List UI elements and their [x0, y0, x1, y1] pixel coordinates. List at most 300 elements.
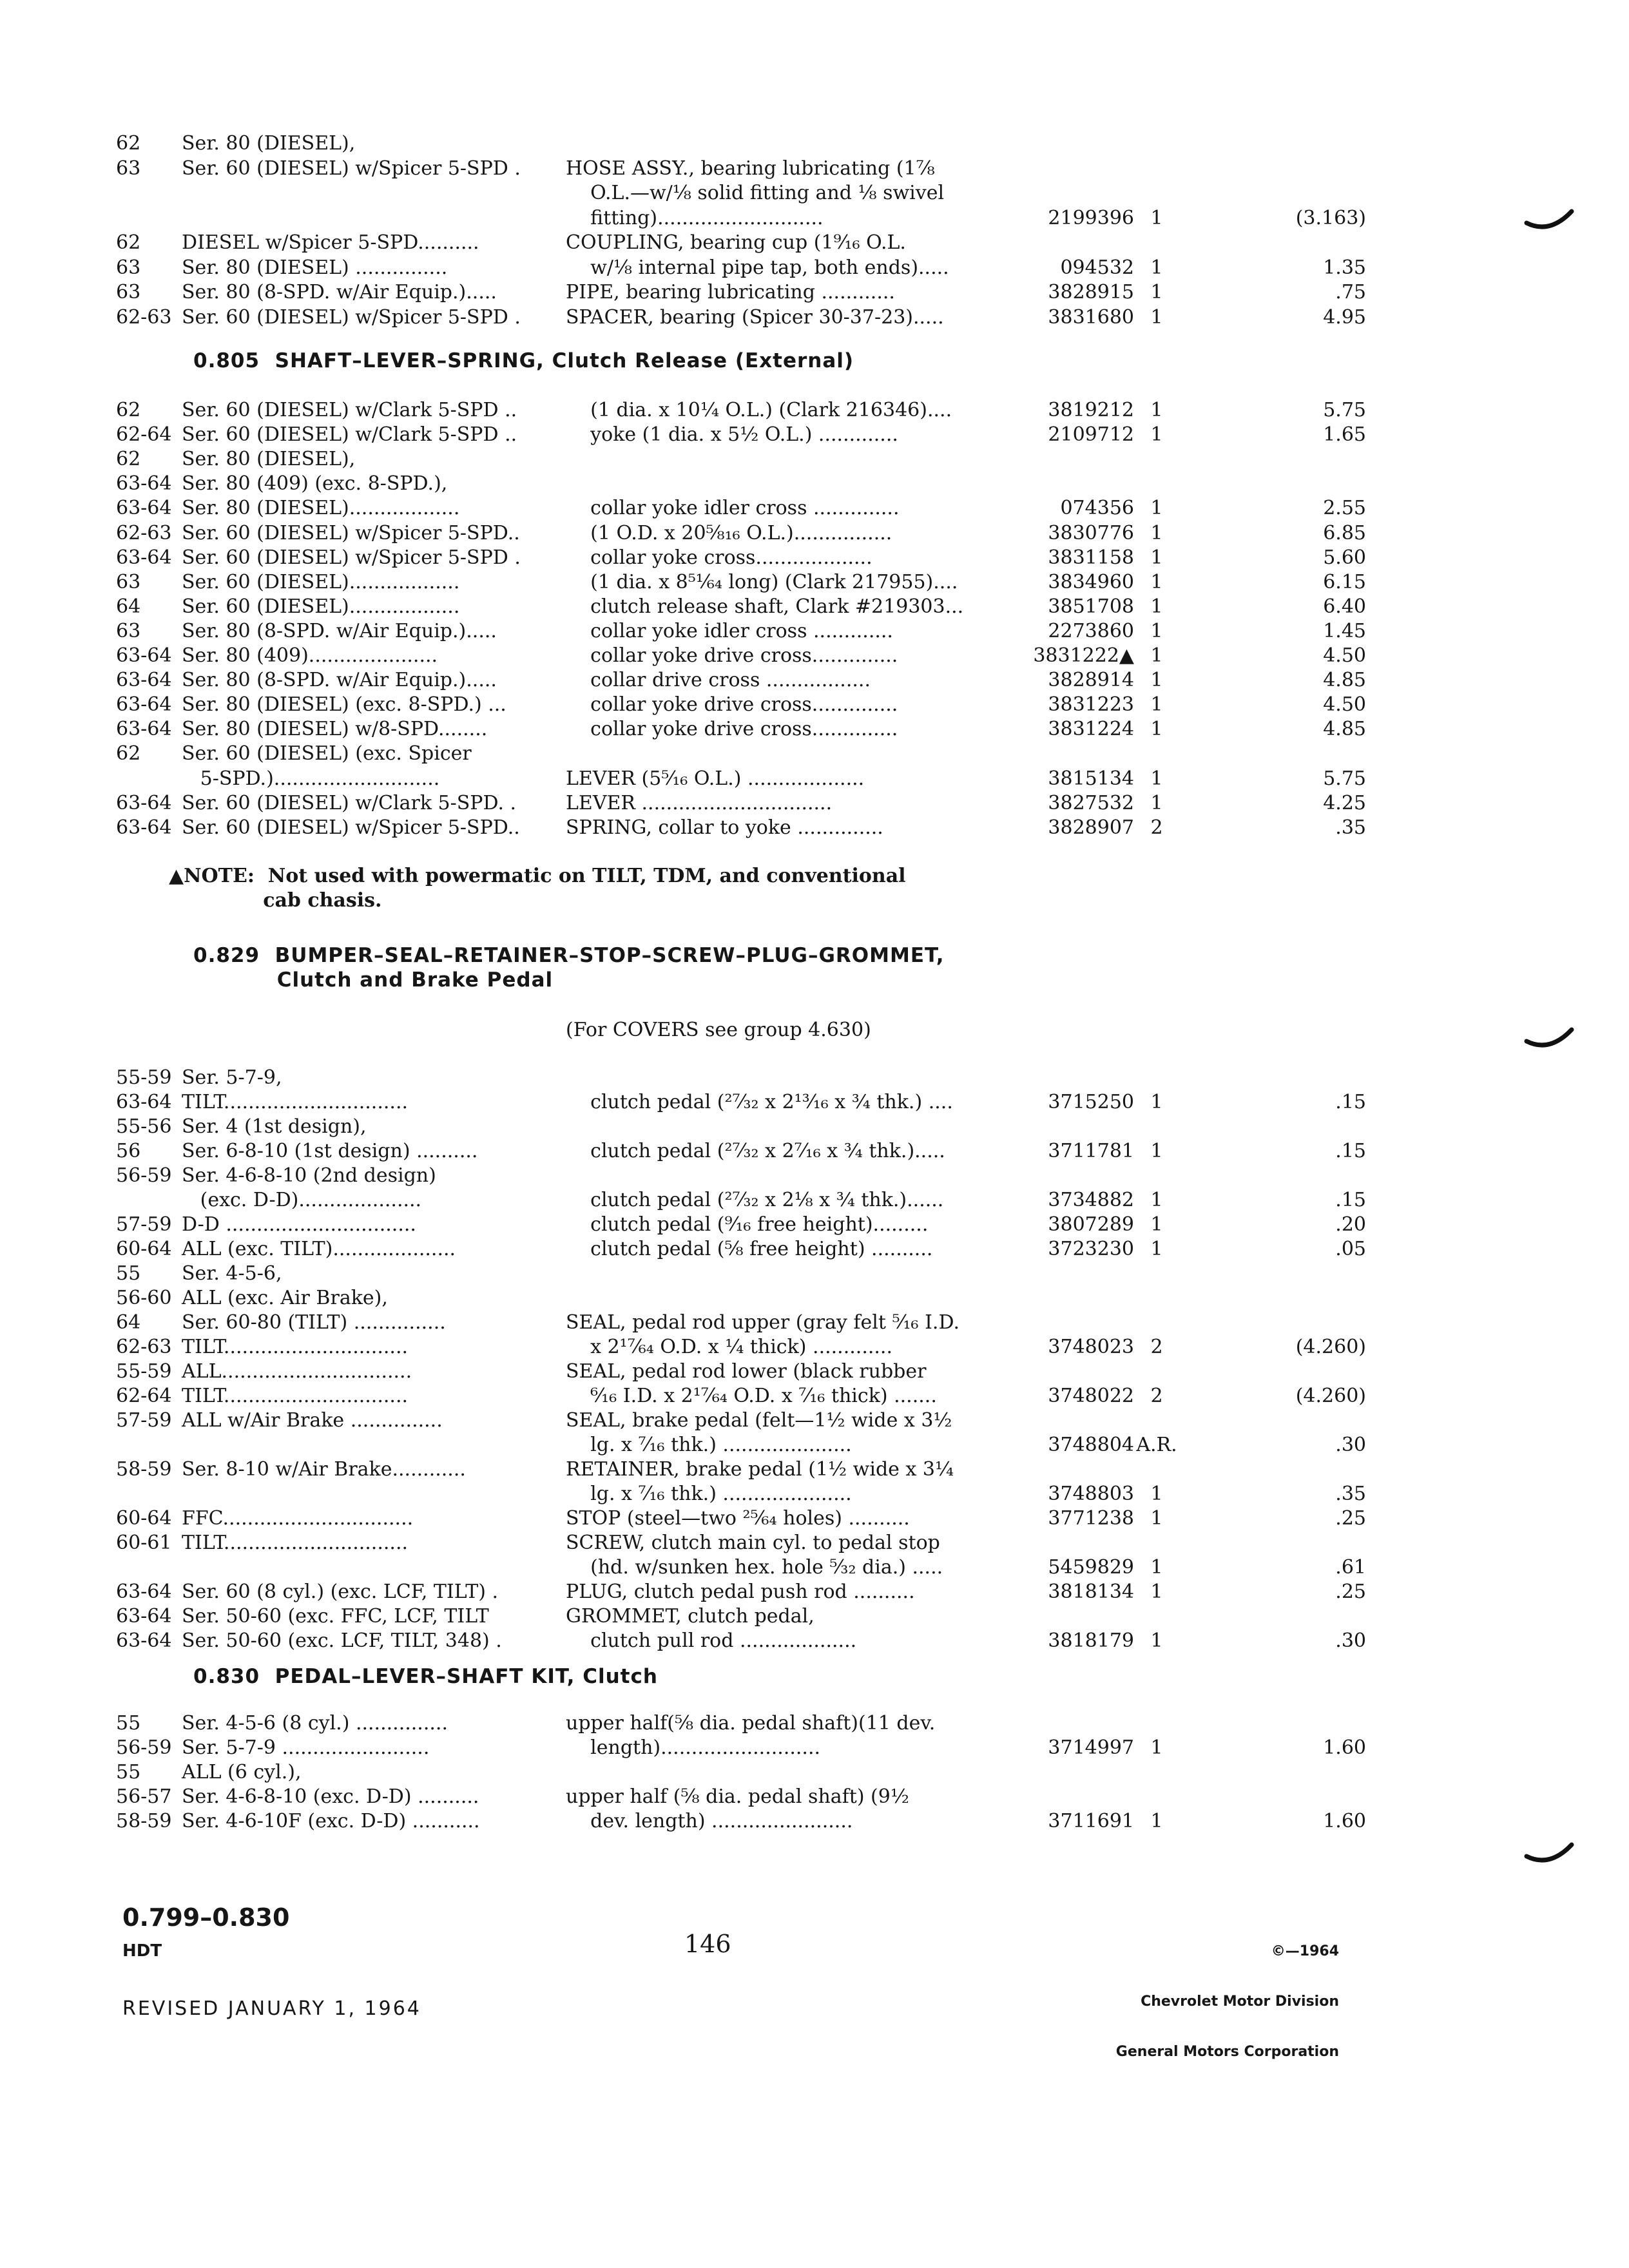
row-description: PIPE, bearing lubricating ............: [566, 281, 895, 303]
row-part-number: 3748023: [1048, 1336, 1134, 1358]
row-price: 4.50: [1323, 693, 1366, 716]
row-price: 6.85: [1323, 521, 1366, 544]
row-year: 55: [116, 1761, 141, 1783]
row-description: lg. x ⁷⁄₁₆ thk.) .....................: [566, 1483, 852, 1505]
row-part-number: 3711691: [1048, 1810, 1134, 1832]
row-part-number: 3818179: [1048, 1629, 1134, 1652]
table-row: [0, 1212, 1629, 1238]
table-row: [0, 280, 1629, 305]
table-row: [0, 643, 1629, 669]
row-price: 4.25: [1323, 791, 1366, 814]
table-row: [0, 447, 1629, 472]
table-row: [0, 1579, 1629, 1605]
table-row: [0, 255, 1629, 281]
row-description: collar drive cross .................: [566, 669, 871, 692]
row-application: ALL (6 cyl.),: [182, 1761, 302, 1783]
row-part-number: 3831223: [1048, 693, 1134, 716]
table-row: [0, 741, 1629, 767]
row-year: 55: [116, 1262, 141, 1285]
row-year: 62: [116, 132, 141, 155]
row-application: Ser. 60 (DIESEL)..................: [182, 595, 460, 618]
row-application: Ser. 4-5-6,: [182, 1262, 282, 1285]
copyright-corporation: General Motors Corporation: [1115, 2044, 1339, 2060]
row-part-number: 3828914: [1048, 669, 1134, 692]
row-application: Ser. 80 (DIESEL) w/8-SPD........: [182, 718, 488, 741]
row-part-number: 3834960: [1048, 570, 1134, 593]
row-description: collar yoke idler cross ..............: [566, 497, 900, 520]
table-row: [0, 1604, 1629, 1629]
row-part-number: 2273860: [1048, 619, 1134, 642]
row-description: SPRING, collar to yoke ..............: [566, 816, 883, 839]
section-805-note-line2: cab chasis.: [169, 889, 382, 912]
row-year: 55: [116, 1712, 141, 1735]
row-application: Ser. 4-5-6 (8 cyl.) ...............: [182, 1712, 448, 1735]
row-year: 60-64: [116, 1238, 172, 1260]
row-description: w/⅛ internal pipe tap, both ends).....: [566, 256, 949, 279]
row-quantity: 2: [1150, 1336, 1163, 1358]
row-description: collar yoke idler cross .............: [566, 619, 893, 642]
table-row: [0, 1809, 1629, 1834]
row-year: 63: [116, 256, 141, 279]
row-application: Ser. 60 (DIESEL) w/Spicer 5-SPD..: [182, 816, 520, 839]
row-quantity: A.R.: [1136, 1434, 1177, 1456]
row-description: RETAINER, brake pedal (1½ wide x 3¼: [566, 1458, 954, 1481]
row-year: 62: [116, 231, 141, 254]
revision-date: REVISED JANUARY 1, 1964: [122, 1997, 421, 2020]
table-row: [0, 1481, 1629, 1507]
table-row: [0, 668, 1629, 693]
row-description: clutch pedal (⁹⁄₁₆ free height).........: [566, 1213, 929, 1236]
row-year: 63-64: [116, 816, 172, 839]
table-row: [0, 1383, 1629, 1409]
row-year: 58-59: [116, 1810, 172, 1832]
table-row: [0, 521, 1629, 546]
footer-group-range: 0.799–0.830: [122, 1903, 290, 1932]
row-price: .20: [1335, 1213, 1366, 1236]
row-quantity: 1: [1150, 1238, 1163, 1260]
row-part-number: 3819212: [1048, 399, 1134, 421]
table-row: [0, 1310, 1629, 1336]
copyright-division: Chevrolet Motor Division: [1141, 1994, 1339, 2010]
row-price: .25: [1335, 1581, 1366, 1603]
row-description: clutch release shaft, Clark #219303...: [566, 595, 964, 618]
row-description: SEAL, brake pedal (felt—1½ wide x 3½: [566, 1409, 952, 1432]
table-row: [0, 1784, 1629, 1810]
row-price: 1.65: [1323, 423, 1366, 447]
row-description: collar yoke drive cross..............: [566, 693, 898, 716]
row-description: yoke (1 dia. x 5½ O.L.) .............: [566, 423, 898, 447]
row-description: length)..........................: [566, 1736, 821, 1759]
row-year: 62-64: [116, 423, 172, 447]
row-price: .35: [1335, 1483, 1366, 1505]
row-quantity: 1: [1150, 497, 1163, 520]
row-application: ALL...............................: [182, 1360, 412, 1383]
row-application: Ser. 50-60 (exc. LCF, TILT, 348) .: [182, 1629, 502, 1652]
row-part-number: 3831222▲: [1033, 644, 1134, 667]
row-application: Ser. 80 (DIESEL) ...............: [182, 256, 448, 279]
row-year: 62-63: [116, 1336, 172, 1358]
row-quantity: 1: [1150, 1483, 1163, 1505]
row-application: Ser. 60 (8 cyl.) (exc. LCF, TILT) .: [182, 1581, 499, 1603]
row-application: Ser. 60 (DIESEL) w/Spicer 5-SPD .: [182, 305, 521, 329]
row-year: 62: [116, 448, 141, 471]
row-year: 60-64: [116, 1507, 172, 1530]
row-part-number: 5459829: [1048, 1556, 1134, 1579]
row-description: LEVER (5⁵⁄₁₆ O.L.) ...................: [566, 767, 865, 790]
row-description: COUPLING, bearing cup (1⁹⁄₁₆ O.L.: [566, 231, 906, 254]
row-price: (4.260): [1295, 1385, 1366, 1407]
row-year: 58-59: [116, 1458, 172, 1481]
table-row: [0, 206, 1629, 231]
table-row: [0, 422, 1629, 448]
row-year: 63-64: [116, 791, 172, 814]
row-price: .61: [1335, 1556, 1366, 1579]
row-quantity: 1: [1150, 256, 1163, 279]
row-year: 56-57: [116, 1785, 172, 1808]
table-row: [0, 1432, 1629, 1458]
row-quantity: 1: [1150, 791, 1163, 814]
table-row: [0, 1530, 1629, 1556]
row-part-number: 3715250: [1048, 1091, 1134, 1113]
row-quantity: 1: [1150, 206, 1163, 229]
row-part-number: 3748022: [1048, 1385, 1134, 1407]
table-row: [0, 1760, 1629, 1785]
table-row: [0, 156, 1629, 182]
row-description: x 2¹⁷⁄₆₄ O.D. x ¼ thick) .............: [566, 1336, 892, 1358]
row-quantity: 1: [1150, 1091, 1163, 1113]
row-year: 62-63: [116, 521, 172, 544]
row-year: 57-59: [116, 1409, 172, 1432]
row-quantity: 1: [1150, 644, 1163, 667]
row-description: collar yoke drive cross..............: [566, 718, 898, 741]
row-price: .30: [1335, 1629, 1366, 1652]
row-quantity: 1: [1150, 423, 1163, 447]
row-part-number: 3748804: [1048, 1434, 1134, 1456]
table-row: [0, 1139, 1629, 1164]
row-application: ALL w/Air Brake ...............: [182, 1409, 443, 1432]
row-application: Ser. 60 (DIESEL)..................: [182, 570, 460, 593]
table-row: [0, 1114, 1629, 1140]
row-description: collar yoke drive cross..............: [566, 644, 898, 667]
copyright-year: ©—1964: [1271, 1943, 1339, 1959]
row-application: Ser. 80 (409).....................: [182, 644, 438, 667]
row-year: 56-59: [116, 1736, 172, 1759]
row-application: Ser. 80 (8-SPD. w/Air Equip.).....: [182, 669, 497, 692]
row-application: Ser. 80 (DIESEL) (exc. 8-SPD.) ...: [182, 693, 506, 716]
row-description: STOP (steel—two ²⁵⁄₆₄ holes) ..........: [566, 1507, 910, 1530]
row-part-number: 3771238: [1048, 1507, 1134, 1530]
table-row: [0, 1163, 1629, 1189]
section-829-subtitle: Clutch and Brake Pedal: [193, 968, 554, 992]
table-row: [0, 495, 1629, 521]
row-year: 63-64: [116, 472, 172, 495]
row-part-number: 3711781: [1048, 1140, 1134, 1162]
row-price: .15: [1335, 1140, 1366, 1162]
binder-hole-mark-top: [1524, 206, 1576, 238]
row-year: 63-64: [116, 1581, 172, 1603]
row-description: (1 dia. x 8⁵¹⁄₆₄ long) (Clark 217955)....: [566, 570, 958, 593]
row-price: .35: [1335, 816, 1366, 839]
row-quantity: 1: [1150, 305, 1163, 329]
row-description: lg. x ⁷⁄₁₆ thk.) .....................: [566, 1434, 852, 1456]
row-part-number: 3815134: [1048, 767, 1134, 790]
row-part-number: 2199396: [1048, 206, 1134, 229]
row-application: Ser. 60 (DIESEL) w/Clark 5-SPD ..: [182, 423, 517, 447]
row-application: Ser. 60 (DIESEL) w/Spicer 5-SPD .: [182, 157, 521, 180]
row-part-number: 3828915: [1048, 281, 1134, 303]
row-quantity: 2: [1150, 816, 1163, 839]
row-year: 62-63: [116, 305, 172, 329]
footer-group-code: HDT: [122, 1941, 162, 1961]
table-row: [0, 305, 1629, 331]
row-quantity: 1: [1150, 1736, 1163, 1759]
row-price: .75: [1335, 281, 1366, 303]
row-description: GROMMET, clutch pedal,: [566, 1605, 815, 1628]
table-row: [0, 716, 1629, 742]
row-description: ⁶⁄₁₆ I.D. x 2¹⁷⁄₆₄ O.D. x ⁷⁄₁₆ thick) .......: [566, 1385, 937, 1407]
section-805-title: 0.805 SHAFT–LEVER–SPRING, Clutch Release (External): [193, 349, 854, 372]
table-row: [0, 1285, 1629, 1311]
row-application: Ser. 60 (DIESEL) w/Clark 5-SPD ..: [182, 399, 517, 421]
row-price: 6.40: [1323, 595, 1366, 618]
row-description: clutch pull rod ...................: [566, 1629, 857, 1652]
table-row: [0, 1334, 1629, 1360]
row-description: LEVER ...............................: [566, 791, 833, 814]
row-application: Ser. 4 (1st design),: [182, 1115, 367, 1138]
row-part-number: 3831224: [1048, 718, 1134, 741]
row-year: 62: [116, 399, 141, 421]
row-quantity: 1: [1150, 281, 1163, 303]
table-row: [0, 230, 1629, 256]
row-price: .25: [1335, 1507, 1366, 1530]
table-row: [0, 1187, 1629, 1213]
row-price: .05: [1335, 1238, 1366, 1260]
row-quantity: 1: [1150, 1213, 1163, 1236]
row-application: Ser. 60 (DIESEL) w/Spicer 5-SPD..: [182, 521, 520, 544]
page-number: 146: [684, 1930, 731, 1958]
table-row: [0, 619, 1629, 644]
row-year: 63: [116, 281, 141, 303]
table-row: [0, 545, 1629, 571]
row-quantity: 2: [1150, 1385, 1163, 1407]
row-quantity: 1: [1150, 767, 1163, 790]
section-805-note-line1: ▲NOTE: Not used with powermatic on TILT, TDM, and conventional: [169, 865, 906, 887]
row-quantity: 1: [1150, 1556, 1163, 1579]
row-description: clutch pedal (²⁷⁄₃₂ x 2⁷⁄₁₆ x ¾ thk.).....: [566, 1140, 945, 1162]
row-part-number: 3828907: [1048, 816, 1134, 839]
row-year: 56-60: [116, 1287, 172, 1309]
row-application: TILT..............................: [182, 1532, 409, 1554]
row-quantity: 1: [1150, 1507, 1163, 1530]
row-description: PLUG, clutch pedal push rod ..........: [566, 1581, 915, 1603]
row-description: SEAL, pedal rod lower (black rubber: [566, 1360, 927, 1383]
row-application: Ser. 80 (DIESEL)..................: [182, 497, 460, 520]
row-application: D-D ...............................: [182, 1213, 416, 1236]
row-description: SEAL, pedal rod upper (gray felt ⁵⁄₁₆ I.D.: [566, 1311, 959, 1334]
row-year: 62: [116, 742, 141, 765]
row-description: SCREW, clutch main cyl. to pedal stop: [566, 1532, 940, 1554]
row-application: Ser. 4-6-8-10 (exc. D-D) ..........: [182, 1785, 479, 1808]
row-description: (1 O.D. x 20⅝₁₆ O.L.)................: [566, 521, 892, 544]
row-description: (hd. w/sunken hex. hole ⁵⁄₃₂ dia.) .....: [566, 1556, 943, 1579]
row-application: Ser. 80 (8-SPD. w/Air Equip.).....: [182, 619, 497, 642]
table-row: [0, 1065, 1629, 1091]
row-application: TILT..............................: [182, 1336, 409, 1358]
row-quantity: 1: [1150, 1140, 1163, 1162]
row-application: DIESEL w/Spicer 5-SPD..........: [182, 231, 479, 254]
binder-hole-mark-middle: [1524, 1024, 1576, 1057]
row-price: 1.35: [1323, 256, 1366, 279]
row-quantity: 1: [1150, 1581, 1163, 1603]
row-price: 5.60: [1323, 546, 1366, 569]
row-application: 5-SPD.)...........................: [182, 767, 440, 790]
row-quantity: 1: [1150, 619, 1163, 642]
row-year: 63-64: [116, 693, 172, 716]
row-application: ALL (exc. Air Brake),: [182, 1287, 388, 1309]
row-quantity: 1: [1150, 718, 1163, 741]
row-price: 1.45: [1323, 619, 1366, 642]
row-application: Ser. 8-10 w/Air Brake............: [182, 1458, 466, 1481]
row-part-number: 3807289: [1048, 1213, 1134, 1236]
row-price: .15: [1335, 1189, 1366, 1211]
row-year: 55-59: [116, 1360, 172, 1383]
row-description: upper half(⅝ dia. pedal shaft)(11 dev.: [566, 1712, 936, 1735]
row-description: (1 dia. x 10¼ O.L.) (Clark 216346)....: [566, 399, 952, 421]
row-price: 4.85: [1323, 718, 1366, 741]
row-price: 4.50: [1323, 644, 1366, 667]
row-year: 55-59: [116, 1066, 172, 1089]
row-quantity: 1: [1150, 1810, 1163, 1832]
row-quantity: 1: [1150, 570, 1163, 593]
row-description: fitting)...........................: [566, 206, 824, 229]
row-part-number: 3827532: [1048, 791, 1134, 814]
table-row: [0, 1735, 1629, 1761]
row-price: 2.55: [1323, 497, 1366, 520]
section-829-covers-note: (For COVERS see group 4.630): [566, 1019, 871, 1041]
row-quantity: 1: [1150, 1629, 1163, 1652]
row-price: .30: [1335, 1434, 1366, 1456]
row-part-number: 3714997: [1048, 1736, 1134, 1759]
row-price: 4.85: [1323, 669, 1366, 692]
row-application: Ser. 60 (DIESEL) (exc. Spicer: [182, 742, 472, 765]
row-application: Ser. 4-6-10F (exc. D-D) ...........: [182, 1810, 480, 1832]
row-description: clutch pedal (²⁷⁄₃₂ x 2¹³⁄₁₆ x ¾ thk.) ....: [566, 1091, 953, 1113]
row-application: Ser. 80 (409) (exc. 8-SPD.),: [182, 472, 448, 495]
row-application: Ser. 50-60 (exc. FFC, LCF, TILT: [182, 1605, 489, 1628]
binder-hole-mark-bottom: [1524, 1840, 1576, 1872]
row-part-number: 3818134: [1048, 1581, 1134, 1603]
row-price: 4.95: [1323, 305, 1366, 329]
row-description: SPACER, bearing (Spicer 30-37-23).....: [566, 305, 944, 329]
table-row: [0, 1711, 1629, 1736]
row-price: (4.260): [1295, 1336, 1366, 1358]
table-row: [0, 1555, 1629, 1581]
row-year: 63-64: [116, 546, 172, 569]
table-row: [0, 570, 1629, 595]
table-row: [0, 1090, 1629, 1115]
copyright-notice: [1116, 1910, 1339, 2094]
row-description: collar yoke cross...................: [566, 546, 872, 569]
row-application: Ser. 5-7-9,: [182, 1066, 282, 1089]
row-application: (exc. D-D)....................: [182, 1189, 422, 1211]
row-price: 1.60: [1323, 1736, 1366, 1759]
row-part-number: 3831680: [1048, 305, 1134, 329]
table-row: [0, 594, 1629, 620]
row-quantity: 1: [1150, 399, 1163, 421]
row-year: 63-64: [116, 669, 172, 692]
row-quantity: 1: [1150, 546, 1163, 569]
table-row: [0, 815, 1629, 841]
row-price: 6.15: [1323, 570, 1366, 593]
row-part-number: 2109712: [1048, 423, 1134, 447]
row-part-number: 3830776: [1048, 521, 1134, 544]
row-year: 62-64: [116, 1385, 172, 1407]
row-year: 63-64: [116, 497, 172, 520]
row-part-number: 3734882: [1048, 1189, 1134, 1211]
table-row: [0, 1628, 1629, 1654]
row-quantity: 1: [1150, 521, 1163, 544]
row-description: clutch pedal (²⁷⁄₃₂ x 2⅛ x ¾ thk.)......: [566, 1189, 944, 1211]
table-row: [0, 471, 1629, 497]
row-description: dev. length) .......................: [566, 1810, 853, 1832]
row-application: Ser. 60-80 (TILT) ...............: [182, 1311, 446, 1334]
row-year: 63-64: [116, 1629, 172, 1652]
table-row: [0, 791, 1629, 816]
row-application: Ser. 60 (DIESEL) w/Spicer 5-SPD .: [182, 546, 521, 569]
row-part-number: 074356: [1060, 497, 1134, 520]
row-application: Ser. 80 (DIESEL),: [182, 448, 356, 471]
row-year: 63: [116, 619, 141, 642]
row-quantity: 1: [1150, 595, 1163, 618]
row-part-number: 3851708: [1048, 595, 1134, 618]
table-row: [0, 692, 1629, 718]
row-year: 60-61: [116, 1532, 172, 1554]
row-application: Ser. 60 (DIESEL) w/Clark 5-SPD. .: [182, 791, 517, 814]
row-description: O.L.—w/⅛ solid fitting and ⅛ swivel: [566, 182, 945, 204]
row-price: 1.60: [1323, 1810, 1366, 1832]
row-year: 63: [116, 157, 141, 180]
table-row: [0, 766, 1629, 792]
table-row: [0, 1457, 1629, 1483]
row-year: 63-64: [116, 644, 172, 667]
table-row: [0, 398, 1629, 423]
table-row: [0, 1261, 1629, 1287]
row-description: clutch pedal (⅝ free height) ..........: [566, 1238, 933, 1260]
row-part-number: 3748803: [1048, 1483, 1134, 1505]
row-part-number: 3831158: [1048, 546, 1134, 569]
row-application: Ser. 5-7-9 ........................: [182, 1736, 430, 1759]
row-year: 64: [116, 1311, 141, 1334]
table-row: [0, 1359, 1629, 1385]
row-year: 56: [116, 1140, 141, 1162]
row-year: 63-64: [116, 1605, 172, 1628]
row-year: 64: [116, 595, 141, 618]
row-application: ALL (exc. TILT)....................: [182, 1238, 456, 1260]
row-price: 5.75: [1323, 767, 1366, 790]
row-description: upper half (⅝ dia. pedal shaft) (9½: [566, 1785, 909, 1808]
row-year: 57-59: [116, 1213, 172, 1236]
row-part-number: 3723230: [1048, 1238, 1134, 1260]
table-row: [0, 1236, 1629, 1262]
row-year: 63-64: [116, 718, 172, 741]
row-quantity: 1: [1150, 1189, 1163, 1211]
section-830-title: 0.830 PEDAL–LEVER–SHAFT KIT, Clutch: [193, 1665, 658, 1688]
table-row: [0, 180, 1629, 206]
table-row: [0, 1408, 1629, 1434]
row-quantity: 1: [1150, 693, 1163, 716]
row-application: Ser. 80 (8-SPD. w/Air Equip.).....: [182, 281, 497, 303]
row-application: TILT..............................: [182, 1091, 409, 1113]
